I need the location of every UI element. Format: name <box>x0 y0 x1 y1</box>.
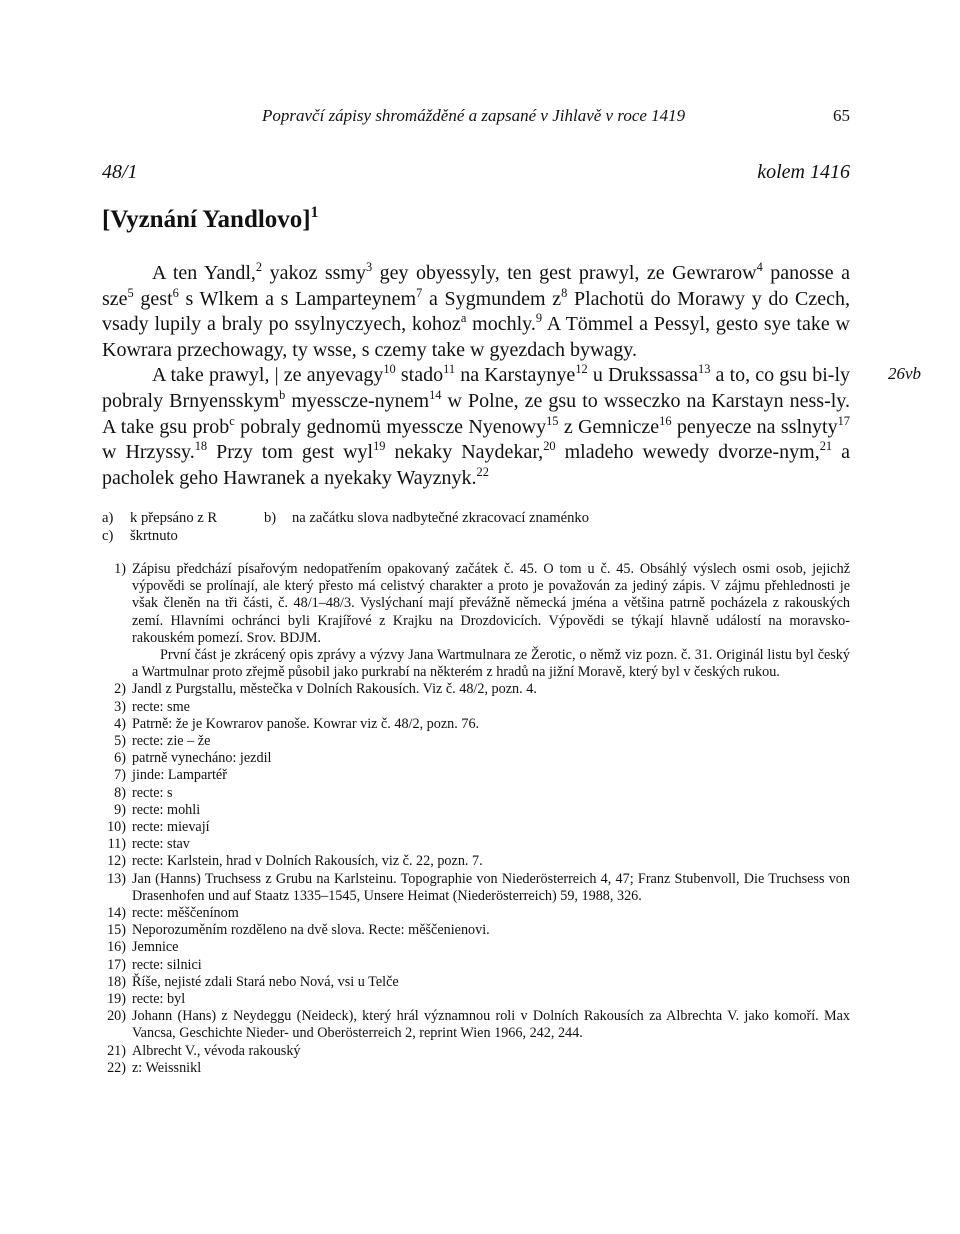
text-segment: mochly. <box>466 313 536 336</box>
footnote-number: 8) <box>114 784 126 801</box>
footnote <box>102 1008 850 1042</box>
footnote-text: Zápisu předchází písařovým nedopatřením opakovaný začátek č. 45. O tom u č. 45. Obsáhlý výslech osmi osob, jejichž výpovědi se prolínají, ale který přesto má celistvý charakter a proto je považován za jediný zápis. V zájmu přehlednosti je však členěn na tři části, č. 48/1–48/3. Vyslýchaní mají převážně německá jména a většina patrně pocházela z rakouských zemí. Hlavními ochránci byli Krajířové z Krajku na Drozdovicích. Výpovědi se týkají hlavně událostí na moravsko-rakouském pomezí. Srov. BDJM. <box>132 561 850 646</box>
footnote-text: jinde: Lampartéř <box>132 767 227 784</box>
footnote-text: recte: stav <box>132 836 190 853</box>
note-ref: 13 <box>698 362 711 377</box>
footnote <box>102 957 850 974</box>
text-segment: a Sygmundem z <box>422 287 562 310</box>
footnote-text: Jandl z Purgstallu, městečka v Dolních Rakousích. Viz č. 48/2, pozn. 4. <box>132 681 537 698</box>
text-segment: gest <box>133 287 173 310</box>
footnote <box>102 871 850 905</box>
text-segment: a pacholek geho Hawranek a nyekaky Wayznyk. <box>102 441 851 489</box>
text-segment: na Karstaynye <box>455 364 576 387</box>
footnote <box>102 802 850 819</box>
folio-margin-note: 26vb <box>888 364 922 383</box>
note-ref: 21 <box>819 439 833 454</box>
footnote <box>102 561 850 647</box>
footnote <box>102 716 850 733</box>
text-segment: A take prawyl, | ze anyevagy <box>152 364 384 387</box>
text-critical-notes <box>102 509 850 545</box>
footnote-number: 3) <box>114 698 126 715</box>
textnote-label: a) <box>102 510 114 526</box>
textnote-c <box>102 527 264 545</box>
note-ref: 7 <box>416 285 423 300</box>
footnote-text: Albrecht V., vévoda rakouský <box>132 1042 301 1059</box>
title-text: [Vyznání Yandlovo] <box>102 206 311 233</box>
text-segment: w Hrzyssy. <box>102 441 195 464</box>
footnote-number: 19) <box>107 991 126 1008</box>
footnote-continuation: První část je zkrácený opis zprávy a výzvy Jana Wartmulnara ze Žerotic, o němž viz pozn. č. 31. Originál listu byl český a Wartmulnar proto zřejmě působil jako purkrabí na některém z hradů na jižní Moravě, který byl v českých rukou. <box>132 647 850 681</box>
footnote-number: 7) <box>114 767 126 784</box>
footnote-number: 2) <box>114 681 126 698</box>
footnote <box>102 974 850 991</box>
footnote <box>102 767 850 784</box>
text-segment: A Tömmel a Pessyl, gesto sye take w Kowrara przechowagy, ty wsse, s czemy take w gyezdach bywagy. <box>102 313 850 361</box>
footnote-text: recte: byl <box>132 991 186 1008</box>
document-title <box>102 203 319 234</box>
footnote-number: 1) <box>114 561 126 577</box>
footnote-text: recte: Karlstein, hrad v Dolních Rakousích, viz č. 22, pozn. 7. <box>132 853 483 870</box>
textnote-a <box>102 509 264 527</box>
footnote-text: Jemnice <box>132 939 179 956</box>
footnote-number: 17) <box>107 956 126 973</box>
footnote <box>102 750 850 767</box>
note-ref: 11 <box>443 362 456 377</box>
note-ref: 6 <box>172 285 179 300</box>
note-ref: a <box>460 311 467 326</box>
text-segment: Przy tom gest wyl <box>207 441 374 464</box>
footnote <box>102 836 850 853</box>
text-segment: s Wlkem a s Lamparteynem <box>178 287 417 310</box>
footnote-text: recte: sme <box>132 698 190 715</box>
text-segment: panosse a sze <box>102 262 850 310</box>
text-segment: pobraly gednomü myesscze Nyenowy <box>234 415 547 438</box>
footnote-text: Neporozuměním rozděleno na dvě slova. Recte: měščenienovi. <box>132 922 490 939</box>
edition-text <box>102 261 850 491</box>
text-segment: nekaky Naydekar, <box>385 441 544 464</box>
textnote-label: b) <box>264 510 277 526</box>
footnote <box>102 785 850 802</box>
footnote-number: 14) <box>107 905 126 922</box>
footnote-number: 22) <box>107 1059 126 1076</box>
footnote-text: z: Weissnikl <box>132 1059 202 1076</box>
page <box>102 0 922 1234</box>
note-ref: 19 <box>373 439 386 454</box>
footnote-number: 21) <box>107 1042 126 1059</box>
note-ref: 3 <box>365 259 373 274</box>
footnote <box>102 853 850 870</box>
footnote <box>102 699 850 716</box>
footnote-number: 13) <box>107 870 126 887</box>
textnote-text: škrtnuto <box>130 528 178 544</box>
textnote-b <box>264 509 589 527</box>
text-segment: mladeho wewedy dvorze-nym, <box>555 441 820 464</box>
note-ref: 14 <box>429 387 442 402</box>
note-ref: 10 <box>383 362 396 377</box>
page-number: 65 <box>833 106 850 125</box>
document-date: kolem 1416 <box>757 161 850 183</box>
footnote-number: 20) <box>107 1008 126 1025</box>
footnote <box>102 922 850 939</box>
footnote-text: recte: s <box>132 784 173 801</box>
document-number: 48/1 <box>102 161 138 183</box>
footnote <box>102 1043 850 1060</box>
footnote-number: 15) <box>107 922 126 939</box>
paragraph-1 <box>102 261 850 363</box>
footnote-number: 10) <box>107 819 126 836</box>
note-ref: 9 <box>535 311 543 326</box>
textnote-text: na začátku slova nadbytečné zkracovací znaménko <box>292 510 589 526</box>
footnote <box>102 819 850 836</box>
footnote-number: 12) <box>107 853 126 870</box>
footnote-number: 4) <box>114 715 126 732</box>
running-title: Popravčí zápisy shromážděné a zapsané v Jihlavě v roce 1419 <box>262 106 686 125</box>
text-segment: u Drukssassa <box>587 364 698 387</box>
textnote-row <box>102 509 850 527</box>
footnote-text: recte: silnici <box>132 956 202 973</box>
paragraph-2 <box>102 363 850 491</box>
note-ref: b <box>279 387 286 402</box>
note-ref: 17 <box>837 413 850 428</box>
footnote-text: recte: měščenínom <box>132 905 239 922</box>
text-segment: yakoz ssmy <box>262 262 366 284</box>
note-ref: 16 <box>659 413 672 428</box>
footnote-number: 9) <box>114 801 126 818</box>
footnote-text: Jan (Hanns) Truchsess z Grubu na Karlsteinu. Topographie von Niederösterreich 4, 47; Franz Stubenvoll, Die Truchsess von Drasenhofen und auf Staatz 1335–1545, Unsere Heimat (Niederösterreich) 59, 1988, 326. <box>132 870 850 904</box>
footnote <box>102 1060 850 1077</box>
text-segment: Plachotü do Morawy y do Czech, vsady lupily a braly po ssylnyczyech, kohoz <box>102 287 850 336</box>
footnote <box>102 939 850 956</box>
text-segment: myessczе-nynem <box>285 389 430 412</box>
footnotes <box>102 561 850 1077</box>
note-ref: 2 <box>255 259 263 274</box>
footnote <box>102 681 850 698</box>
footnote-text: Johann (Hans) z Neydeggu (Neideck), který hrál významnou roli v Dolních Rakousích za Albrechta V. jako komoří. Max Vancsa, Geschichte Nieder- und Oberösterreich 2, reprint Wien 1966, 242, 244. <box>132 1008 850 1042</box>
textnote-row <box>102 527 850 545</box>
footnote-number: 18) <box>107 973 126 990</box>
footnote-text: recte: mohli <box>132 801 201 818</box>
footnote-text: Patrně: že je Kowrarov panoše. Kowrar viz č. 48/2, pozn. 76. <box>132 715 480 732</box>
note-ref: 18 <box>194 439 208 454</box>
text-segment: stado <box>395 364 444 387</box>
footnote-text: patrně vynecháno: jezdil <box>132 750 272 767</box>
footnote-number: 5) <box>114 733 126 750</box>
text-segment: z Gemnicze <box>558 415 660 438</box>
text-segment: A ten Yandl, <box>152 262 256 284</box>
footnote-text: recte: zie – že <box>132 733 211 750</box>
textnote-text: k přepsáno z R <box>130 510 218 526</box>
note-ref: c <box>229 413 235 428</box>
footnote <box>102 991 850 1008</box>
note-ref: 15 <box>546 413 559 428</box>
text-segment: a to, co gsu bi-ly pobraly Brnyensskym <box>102 364 851 412</box>
footnote <box>102 733 850 750</box>
note-ref: 8 <box>561 285 568 300</box>
note-ref: 4 <box>756 259 763 274</box>
footnote-number: 16) <box>107 939 126 956</box>
note-ref: 22 <box>476 464 489 479</box>
note-ref: 12 <box>575 362 588 377</box>
text-segment: penyecze na sslnyty <box>671 415 838 438</box>
title-note-ref: 1 <box>310 203 319 221</box>
footnote <box>102 905 850 922</box>
textnote-label: c) <box>102 528 114 544</box>
footnote-number: 6) <box>114 750 126 767</box>
footnote-number: 11) <box>107 836 126 853</box>
footnote-text: Říše, nejisté zdali Stará nebo Nová, vsi u Telče <box>132 973 399 990</box>
footnote-text: recte: mievají <box>132 819 210 836</box>
note-ref: 20 <box>543 439 556 454</box>
text-segment: gey obyessyly, ten gest prawyl, ze Gewrarow <box>372 262 757 284</box>
text-segment: w Polne, ze gsu to wsseczko na Karstayn ness-ly. A take gsu prob <box>102 389 851 438</box>
note-ref: 5 <box>127 285 134 300</box>
